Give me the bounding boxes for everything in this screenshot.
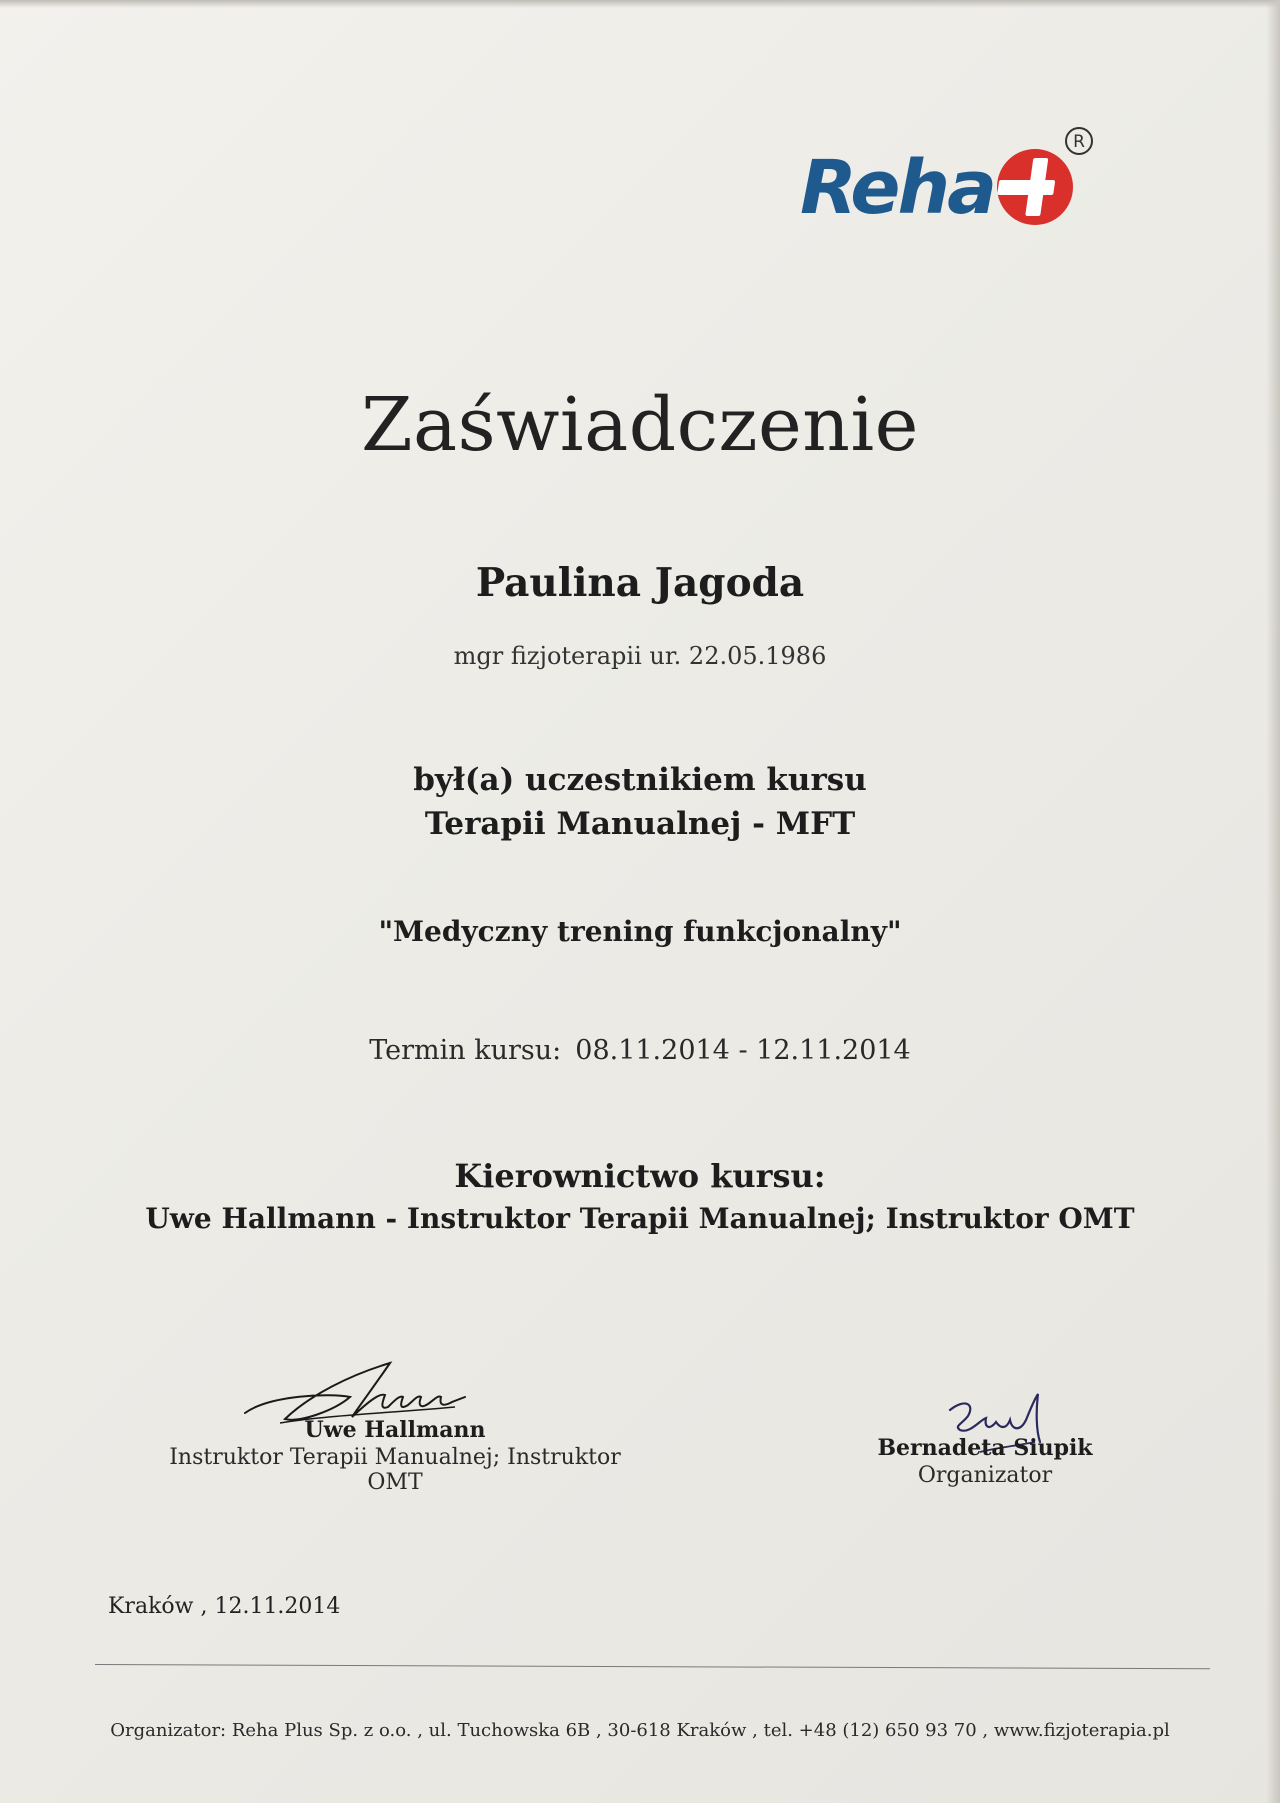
place-date: Kraków , 12.11.2014 <box>108 1594 341 1619</box>
direction-title: Kierownictwo kursu: <box>454 1157 826 1195</box>
red-cross-plus-icon <box>997 149 1073 225</box>
term-dates: 08.11.2014 - 12.11.2014 <box>575 1035 911 1066</box>
footer-divider <box>95 1664 1210 1669</box>
participation-line-2: Terapii Manualnej - MFT <box>424 806 856 842</box>
signer-right-role: Organizator <box>917 1463 1053 1488</box>
registered-mark-icon <box>1066 128 1092 154</box>
participant-name: Paulina Jagoda <box>475 560 805 606</box>
degree-line: mgr fizjoterapii ur. 22.05.1986 <box>453 642 827 670</box>
term-label: Termin kursu: <box>369 1035 562 1066</box>
course-term <box>0 1035 1280 1066</box>
participation-block <box>0 758 1280 846</box>
signer-right-name: Bernadeta Siupik <box>877 1435 1093 1461</box>
certificate-title: Zaświadczenie <box>361 382 919 468</box>
participation-line-1: był(a) uczestnikiem kursu <box>413 762 867 798</box>
logo-text: Reha <box>800 145 995 231</box>
signer-left-role: Instruktor Terapii Manualnej; Instruktor OMT <box>169 1445 621 1495</box>
signer-left-name: Uwe Hallmann <box>304 1417 486 1443</box>
signature-block-right <box>860 1395 1110 1488</box>
footer-organizer-info: Organizator: Reha Plus Sp. z o.o. , ul. Tuchowska 6B , 30-618 Kraków , tel. +48 (12) 650 93 70 , www.fizjoterapia.pl <box>110 1720 1170 1741</box>
course-subtitle: "Medyczny trening funkcjonalny" <box>378 915 902 948</box>
reha-plus-logo <box>800 125 1100 235</box>
direction-line: Uwe Hallmann - Instruktor Terapii Manualnej; Instruktor OMT <box>145 1202 1135 1235</box>
signature-block-left <box>150 1355 640 1495</box>
registered-mark-text: R <box>1073 132 1085 152</box>
